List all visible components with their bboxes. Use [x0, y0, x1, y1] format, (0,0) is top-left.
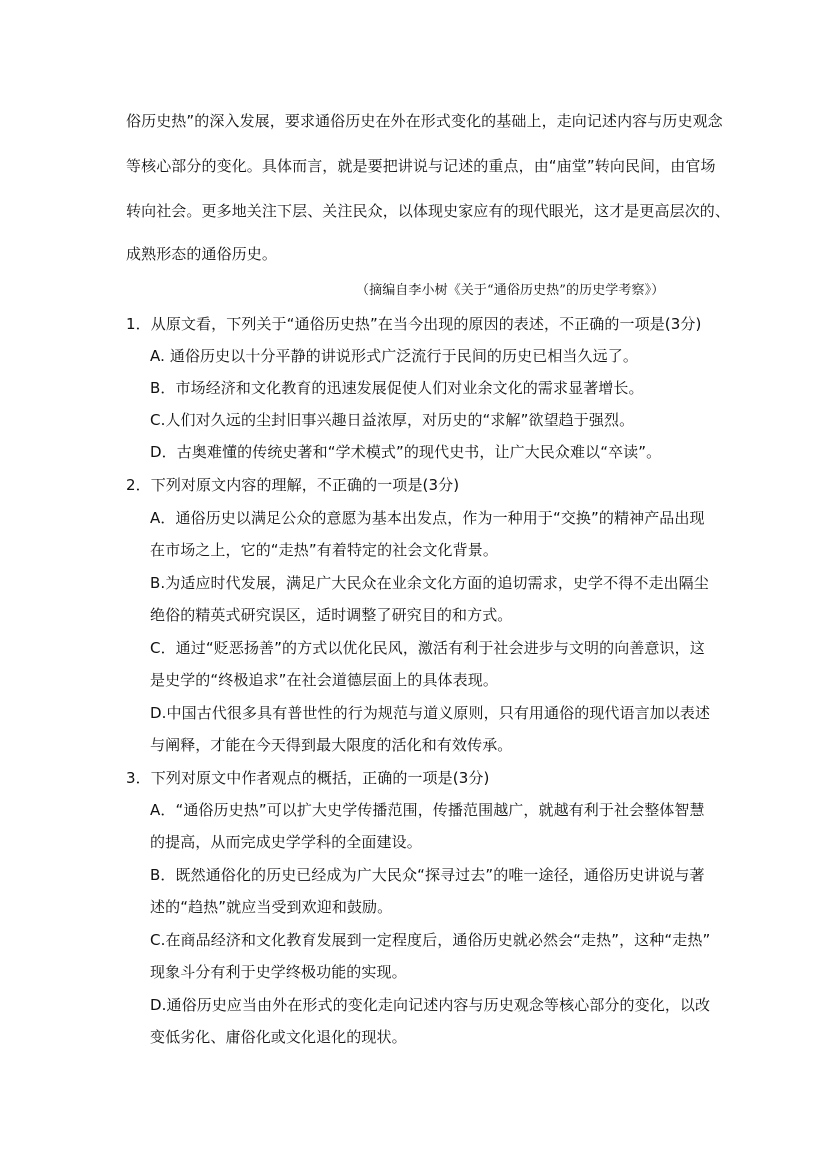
option-line: C.人们对久远的尘封旧事兴趣日益浓厚，对历史的“求解”欲望趋于强烈。 — [150, 411, 635, 429]
passage-line: 等核心部分的变化。具体而言，就是要把讲说与记述的重点，由“庙堂”转向民间，由官场 — [126, 157, 716, 175]
question-stem: 1．从原文看，下列关于“通俗历史热”在当今出现的原因的表述，不正确的一项是(3分) — [126, 315, 702, 333]
option-line: C.在商品经济和文化教育发展到一定程度后，通俗历史就必然会“走热”，这种“走热” — [150, 931, 711, 949]
passage-line: 成熟形态的通俗历史。 — [126, 245, 278, 263]
option-line: A．“通俗历史热”可以扩大史学传播范围，传播范围越广，就越有利于社会整体智慧 — [150, 801, 705, 819]
question-stem: 3．下列对原文中作者观点的概括，正确的一项是(3分) — [126, 769, 490, 787]
option-line: B．市场经济和文化教育的迅速发展促使人们对业余文化的需求显著增长。 — [150, 379, 644, 397]
option-line: 与阐释，才能在今天得到最大限度的活化和有效传承。 — [150, 736, 513, 754]
option-line: 在市场之上，它的“走热”有着特定的社会文化背景。 — [150, 541, 498, 559]
option-line: 的提高，从而完成史学学科的全面建设。 — [150, 833, 422, 851]
option-line: 绝俗的精英式研究误区，适时调整了研究目的和方式。 — [150, 606, 513, 624]
option-line: 是史学的“终极追求”在社会道德层面上的具体表现。 — [150, 671, 498, 689]
option-line: 述的“趋热”就应当受到欢迎和鼓励。 — [150, 898, 393, 916]
passage-line: 俗历史热”的深入发展，要求通俗历史在外在形式变化的基础上，走向记述内容与历史观念 — [126, 112, 723, 130]
option-line: B.为适应时代发展，满足广大民众在业余文化方面的追切需求，史学不得不走出隔尘 — [150, 574, 709, 592]
option-line: D．古奥难懂的传统史著和“学术模式”的现代史书，让广大民众难以“卒读”。 — [150, 443, 662, 461]
option-line: 现象斗分有利于史学终极功能的实现。 — [150, 963, 407, 981]
option-line: D.通俗历史应当由外在形式的变化走向记述内容与历史观念等核心部分的变化，以改 — [150, 996, 711, 1014]
option-line: A．通俗历史以满足公众的意愿为基本出发点，作为一种用于“交换”的精神产品出现 — [150, 509, 705, 527]
option-line: B．既然通俗化的历史已经成为广大民众“探寻过去”的唯一途径，通俗历史讲说与著 — [150, 866, 705, 884]
option-line: D.中国古代很多具有普世性的行为规范与道义原则，只有用通俗的现代语言加以表述 — [150, 704, 711, 722]
passage-source: （摘编自李小树《关于“通俗历史热”的历史学考察》） — [356, 283, 665, 298]
option-line: 变低劣化、庸俗化或文化退化的现状。 — [150, 1028, 407, 1046]
option-line: A. 通俗历史以十分平静的讲说形式广泛流行于民间的历史已相当久远了。 — [150, 347, 638, 365]
question-stem: 2．下列对原文内容的理解，不正确的一项是(3分) — [126, 476, 460, 494]
option-line: C．通过“贬恶扬善”的方式以优化民风，激活有利于社会进步与文明的向善意识，这 — [150, 639, 705, 657]
passage-line: 转向社会。更多地关注下层、关注民众，以体现史家应有的现代眼光，这才是更高层次的、 — [126, 202, 731, 220]
